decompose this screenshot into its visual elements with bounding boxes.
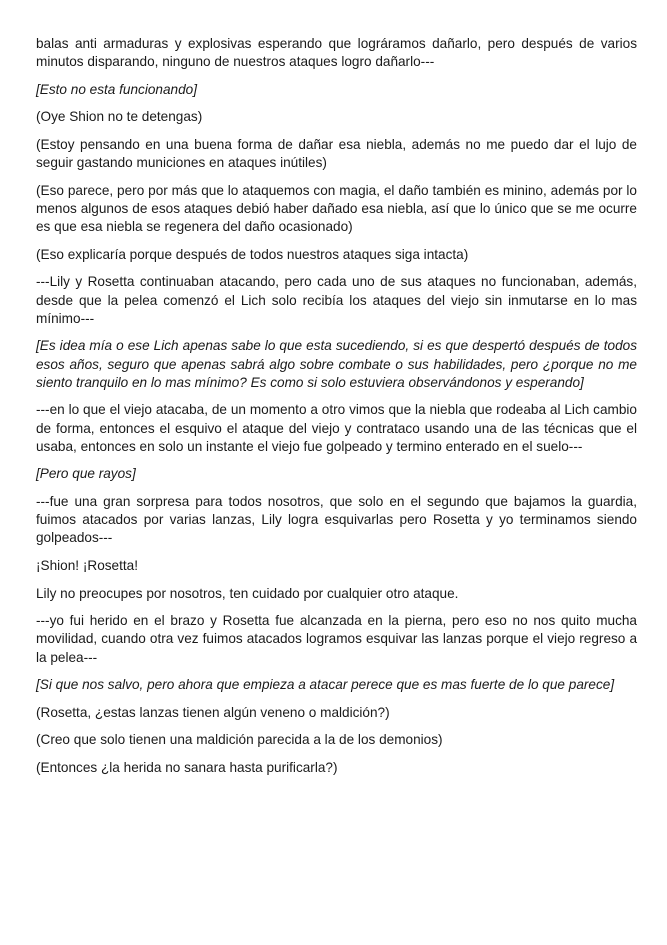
paragraph-dialogue: (Oye Shion no te detengas) [36, 109, 203, 125]
paragraph-dialogue: (Rosetta, ¿estas lanzas tienen algún veneno o maldición?) [36, 704, 390, 720]
paragraph-thought: [Pero que rayos] [36, 466, 136, 482]
paragraph-thought: [Es idea mía o ese Lich apenas sabe lo que esta sucediendo, si es que despertó después de todos esos años, seguro que apenas sabrá algo sobre combate o sus habilidades, pero ¿porque no me siento tranquilo en lo mas mínimo? Es como si solo estuviera observándonos y esperando] [36, 338, 637, 390]
paragraph-narration: ---fue una gran sorpresa para todos nosotros, que solo en el segundo que bajamos la guardia, fuimos atacados por varias lanzas, Lily logra esquivarlas pero Rosetta y yo terminamos siendo golpeados--- [36, 493, 637, 546]
paragraph-speech: Lily no preocupes por nosotros, ten cuidado por cualquier otro ataque. [36, 585, 459, 601]
paragraph-narration: ---Lily y Rosetta continuaban atacando, pero cada uno de sus ataques no funcionaban, además, desde que la pelea comenzó el Lich solo recibía los ataques del viejo sin inmutarse en lo mas mínimo--- [36, 274, 637, 326]
paragraph-narration: ---en lo que el viejo atacaba, de un momento a otro vimos que la niebla que rodeaba al Lich cambio de forma, entonces el esquivo el ataque del viejo y contrataco usando una de las técnicas que el usaba, entonces en solo un instante el viejo fue golpeado y termino enterado en el suelo--- [36, 402, 637, 454]
paragraph-speech: ¡Shion! ¡Rosetta! [36, 557, 138, 573]
paragraph-dialogue: (Eso explicaría porque después de todos nuestros ataques siga intacta) [36, 246, 469, 262]
paragraph-dialogue: (Creo que solo tienen una maldición parecida a la de los demonios) [36, 732, 443, 748]
paragraph-dialogue: (Estoy pensando en una buena forma de dañar esa niebla, además no me puedo dar el lujo de seguir gastando municiones en ataques inútiles) [36, 136, 637, 171]
paragraph-thought: [Esto no esta funcionando] [36, 81, 197, 97]
paragraph-thought: [Si que nos salvo, pero ahora que empieza a atacar perece que es mas fuerte de lo que parece] [36, 677, 615, 693]
paragraph: balas anti armaduras y explosivas esperando que lográramos dañarlo, pero después de varios minutos disparando, ninguno de nuestros ataques logro dañarlo--- [36, 36, 637, 70]
paragraph-dialogue: (Entonces ¿la herida no sanara hasta purificarla?) [36, 759, 338, 775]
paragraph-narration: ---yo fui herido en el brazo y Rosetta fue alcanzada en la pierna, pero eso no nos quito mucha movilidad, cuando otra vez fuimos atacados logramos esquivar las lanzas porque el viejo regreso a la pelea--- [36, 613, 637, 665]
paragraph-dialogue: (Eso parece, pero por más que lo ataquemos con magia, el daño también es minino, además por lo menos algunos de esos ataques debió haber dañado esa niebla, así que lo único que se me ocurre es que esa niebla se regenera del daño ocasionado) [36, 182, 637, 235]
